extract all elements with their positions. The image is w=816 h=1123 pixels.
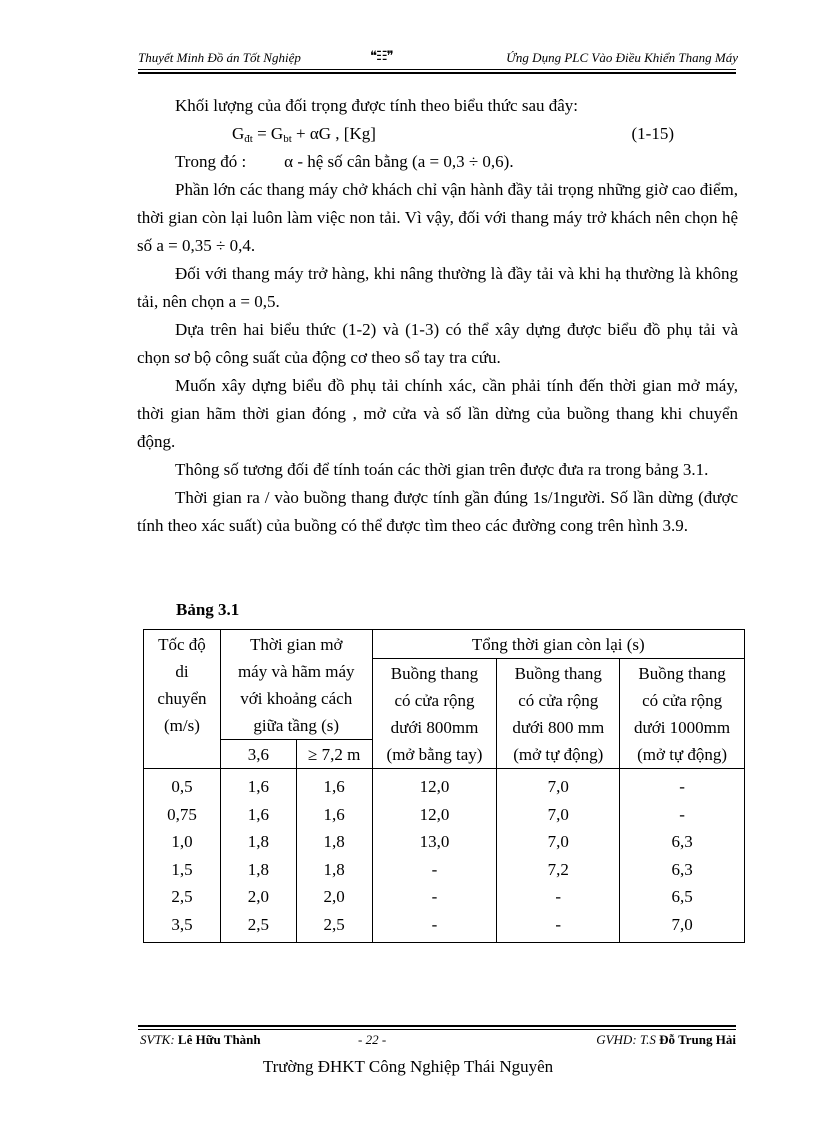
footer-student: SVTK: Lê Hữu Thành bbox=[140, 1032, 261, 1047]
header-ornament-icon: ❝☷❞ bbox=[370, 48, 393, 63]
formula-rest: + αG , [Kg] bbox=[291, 124, 376, 143]
header-cabin-auto-800: Buồng thang có cửa rộng dưới 800 mm (mở tự động) bbox=[497, 659, 620, 769]
paragraph-5: Muốn xây dựng biểu đồ phụ tải chính xác, cần phải tính đến thời gian mở máy, thời gian hãm thời gian đóng , mở cửa và số lần dừng của buồng thang khi chuyển động. bbox=[137, 376, 738, 451]
header-cabin-manual: Buồng thang có cửa rộng dưới 800mm (mở bằng tay) bbox=[372, 659, 497, 769]
where-text: α - hệ số cân bằng (a = 0,3 ÷ 0,6). bbox=[284, 152, 514, 171]
cell-speed: 0,5 0,75 1,0 1,5 2,5 3,5 bbox=[144, 769, 221, 943]
footer-rule bbox=[138, 1029, 736, 1030]
header-right: Ứng Dụng PLC Vào Điều Khiển Thang Máy bbox=[506, 50, 738, 65]
formula-eq: = G bbox=[252, 124, 284, 143]
header-floor-3-6: 3,6 bbox=[220, 740, 296, 769]
formula-number: (1-15) bbox=[631, 124, 674, 143]
header-start-brake-time: Thời gian mở máy và hãm máy với khoảng cách giữa tầng (s) bbox=[220, 630, 372, 740]
cell-cabin-auto-800: 7,0 7,0 7,0 7,2 - - bbox=[497, 769, 620, 943]
supervisor-name: Đỗ Trung Hải bbox=[659, 1032, 736, 1047]
cell-time-7-2: 1,6 1,6 1,8 1,8 2,0 2,5 bbox=[296, 769, 372, 943]
header-rule-thick bbox=[138, 72, 736, 74]
where-line bbox=[137, 148, 738, 176]
formula-lhs-sub: đt bbox=[244, 133, 253, 145]
school-name: Trường ĐHKT Công Nghiệp Thái Nguyên bbox=[262, 1057, 554, 1076]
student-name: Lê Hữu Thành bbox=[177, 1032, 261, 1047]
cell-time-3-6: 1,6 1,6 1,8 1,8 2,0 2,5 bbox=[220, 769, 296, 943]
document-body bbox=[137, 92, 738, 540]
header-speed: Tốc độ di chuyển (m/s) bbox=[144, 630, 221, 769]
formula-1-15 bbox=[137, 120, 738, 148]
paragraph-1: Khối lượng của đối trọng được tính theo biểu thức sau đây: bbox=[175, 96, 579, 115]
page-number: - 22 - bbox=[358, 1032, 387, 1047]
header-cabin-auto-1000: Buồng thang có cửa rộng dưới 1000mm (mở tự động) bbox=[620, 659, 745, 769]
header-rule bbox=[138, 69, 736, 70]
page-header bbox=[138, 50, 738, 68]
cell-cabin-auto-1000: - - 6,3 6,3 6,5 7,0 bbox=[620, 769, 745, 943]
formula-lhs: G bbox=[232, 124, 245, 143]
table-caption: Bảng 3.1 bbox=[176, 600, 240, 619]
cell-cabin-manual: 12,0 12,0 13,0 - - - bbox=[372, 769, 497, 943]
paragraph-6: Thông số tương đối để tính toán các thời gian trên được đưa ra trong bảng 3.1. bbox=[175, 460, 709, 479]
paragraph-4: Dựa trên hai biểu thức (1-2) và (1-3) có thể xây dựng được biểu đồ phụ tải và chọn sơ bộ công suất của động cơ theo sổ tay tra cứu. bbox=[137, 320, 738, 367]
formula-rhs-sub: bt bbox=[283, 133, 292, 145]
paragraph-2: Phần lớn các thang máy chở khách chỉ vận hành đầy tải trọng những giờ cao điểm, thời gian còn lại luôn làm việc non tải. Vì vậy, đối với thang máy trở khách nên chọn hệ số a = 0,35 ÷ 0,4. bbox=[137, 180, 738, 255]
paragraph-7: Thời gian ra / vào buồng thang được tính gần đúng 1s/1người. Số lần dừng (được tính theo xác suất) của buồng có thể được tìm theo các đường cong trên hình 3.9. bbox=[137, 488, 738, 535]
header-floor-7-2: ≥ 7,2 m bbox=[296, 740, 372, 769]
header-left: Thuyết Minh Đồ án Tốt Nghiệp bbox=[138, 50, 301, 65]
data-table bbox=[143, 629, 745, 943]
paragraph-3: Đối với thang máy trở hàng, khi nâng thường là đầy tải và khi hạ thường là không tải, nên chọn a = 0,5. bbox=[137, 264, 738, 311]
footer-rule-thick bbox=[138, 1025, 736, 1027]
footer-supervisor: GVHD: T.S Đỗ Trung Hải bbox=[596, 1032, 736, 1047]
table-row bbox=[144, 769, 745, 943]
where-label: Trong đó : bbox=[175, 152, 247, 171]
table-header-row-1 bbox=[144, 630, 745, 659]
header-total-time: Tổng thời gian còn lại (s) bbox=[372, 630, 744, 659]
